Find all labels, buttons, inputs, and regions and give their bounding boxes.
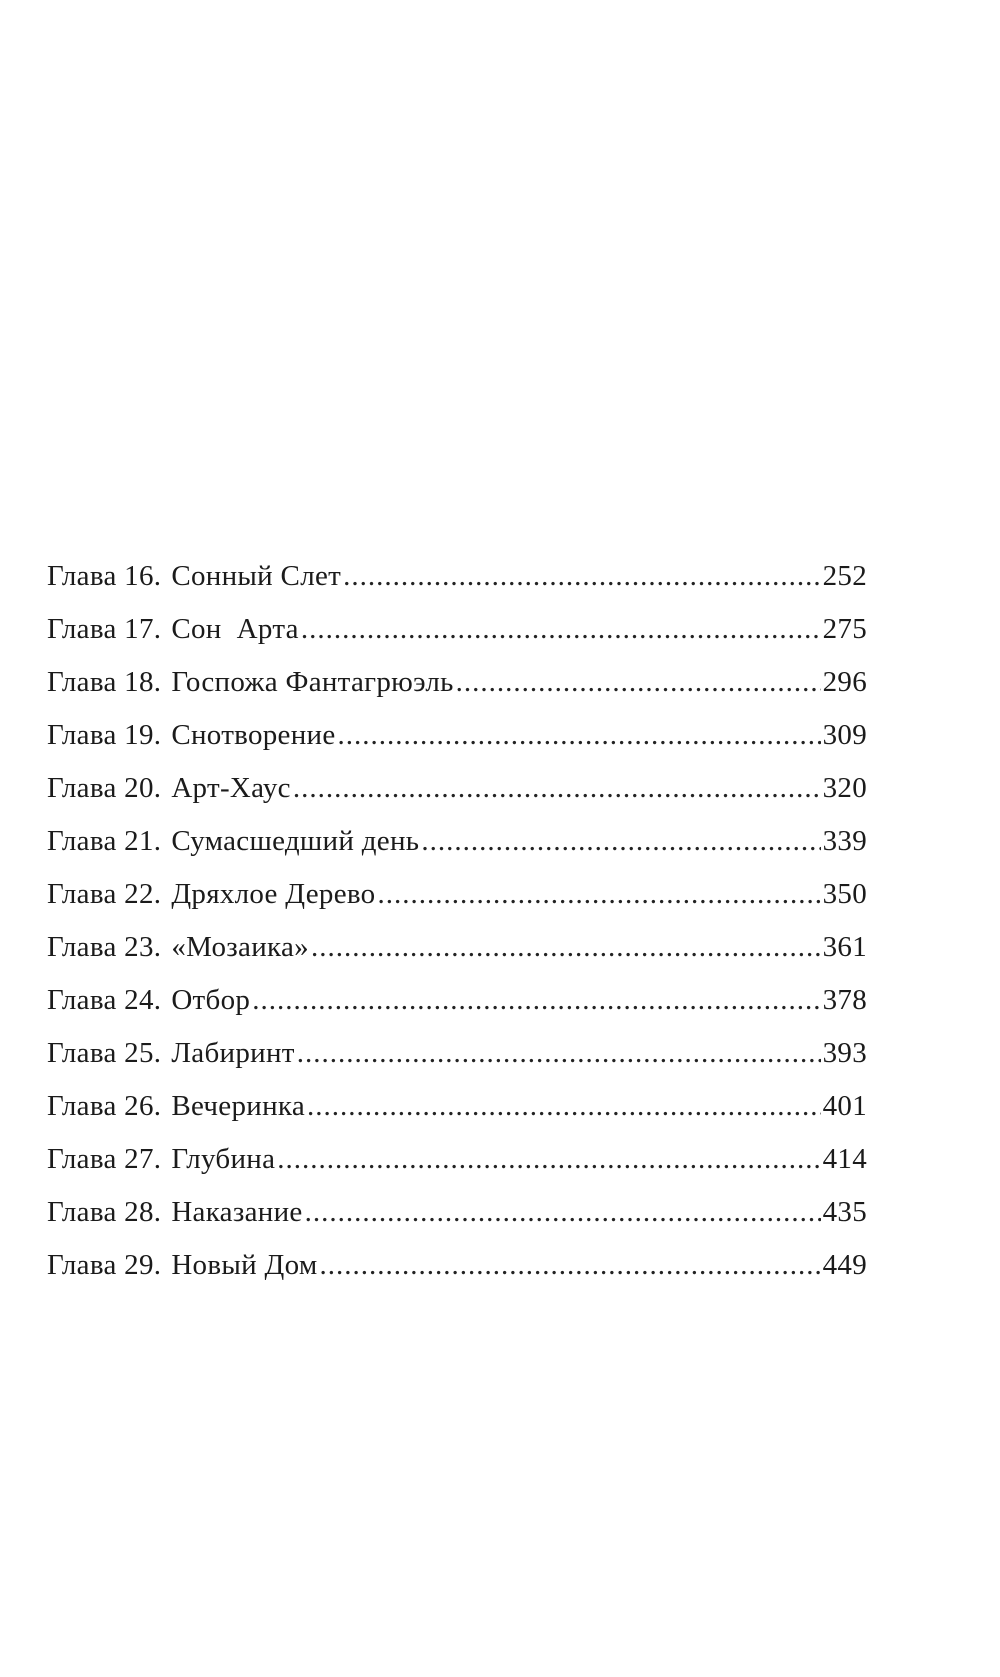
toc-entry-17: [47, 613, 867, 666]
dot-leader: [307, 1090, 821, 1123]
dot-leader: [456, 666, 821, 699]
toc-entry-26: [47, 1090, 867, 1143]
chapter-title: Дряхлое Дерево: [171, 878, 376, 910]
dot-leader: [311, 931, 821, 964]
chapter-title: Глубина: [171, 1143, 276, 1175]
table-of-contents: [47, 560, 867, 1302]
page-number: 252: [822, 560, 867, 592]
chapter-number: Глава 20.: [47, 772, 162, 804]
chapter-number: Глава 23.: [47, 931, 162, 963]
chapter-title: Наказание: [171, 1196, 303, 1228]
dot-leader: [277, 1143, 820, 1176]
page-number: 361: [822, 931, 867, 963]
dot-leader: [377, 878, 820, 911]
chapter-title: «Мозаика»: [171, 931, 309, 963]
toc-entry-16: [47, 560, 867, 613]
page-number: 435: [822, 1196, 867, 1228]
chapter-number: Глава 17.: [47, 613, 162, 645]
toc-entry-27: [47, 1143, 867, 1196]
chapter-number: Глава 22.: [47, 878, 162, 910]
chapter-title: Отбор: [171, 984, 251, 1016]
chapter-number: Глава 26.: [47, 1090, 162, 1122]
toc-entry-28: [47, 1196, 867, 1249]
toc-entry-25: [47, 1037, 867, 1090]
dot-leader: [421, 825, 820, 858]
chapter-title: Арт-Хаус: [171, 772, 291, 804]
toc-entry-23: [47, 931, 867, 984]
chapter-number: Глава 24.: [47, 984, 162, 1016]
toc-entry-20: [47, 772, 867, 825]
toc-entry-18: [47, 666, 867, 719]
dot-leader: [252, 984, 820, 1017]
dot-leader: [297, 1037, 821, 1070]
chapter-title: Сумасшедший день: [171, 825, 420, 857]
page-number: 401: [822, 1090, 867, 1122]
page-number: 350: [822, 878, 867, 910]
chapter-title: Лабиринт: [171, 1037, 295, 1069]
page-number: 339: [822, 825, 867, 857]
toc-entry-22: [47, 878, 867, 931]
dot-leader: [338, 719, 821, 752]
chapter-title: Новый Дом: [171, 1249, 318, 1281]
chapter-number: Глава 25.: [47, 1037, 162, 1069]
page-number: 320: [822, 772, 867, 804]
page-number: 296: [822, 666, 867, 698]
dot-leader: [319, 1249, 820, 1282]
chapter-number: Глава 29.: [47, 1249, 162, 1281]
toc-entry-24: [47, 984, 867, 1037]
page-number: 378: [822, 984, 867, 1016]
dot-leader: [301, 613, 821, 646]
chapter-number: Глава 21.: [47, 825, 162, 857]
chapter-title: Снотворение: [171, 719, 336, 751]
toc-entry-19: [47, 719, 867, 772]
chapter-number: Глава 27.: [47, 1143, 162, 1175]
dot-leader: [305, 1196, 821, 1229]
chapter-number: Глава 28.: [47, 1196, 162, 1228]
chapter-number: Глава 18.: [47, 666, 162, 698]
toc-entry-29: [47, 1249, 867, 1302]
chapter-title: Сон Арта: [171, 613, 299, 645]
chapter-number: Глава 19.: [47, 719, 162, 751]
chapter-number: Глава 16.: [47, 560, 162, 592]
chapter-title: Госпожа Фантагрюэль: [171, 666, 454, 698]
chapter-title: Сонный Слет: [171, 560, 342, 592]
page-number: 309: [822, 719, 867, 751]
page-number: 414: [822, 1143, 867, 1175]
page-number: 275: [822, 613, 867, 645]
dot-leader: [293, 772, 821, 805]
page-number: 449: [822, 1249, 867, 1281]
chapter-title: Вечеринка: [171, 1090, 306, 1122]
toc-entry-21: [47, 825, 867, 878]
page-number: 393: [822, 1037, 867, 1069]
dot-leader: [343, 560, 820, 593]
